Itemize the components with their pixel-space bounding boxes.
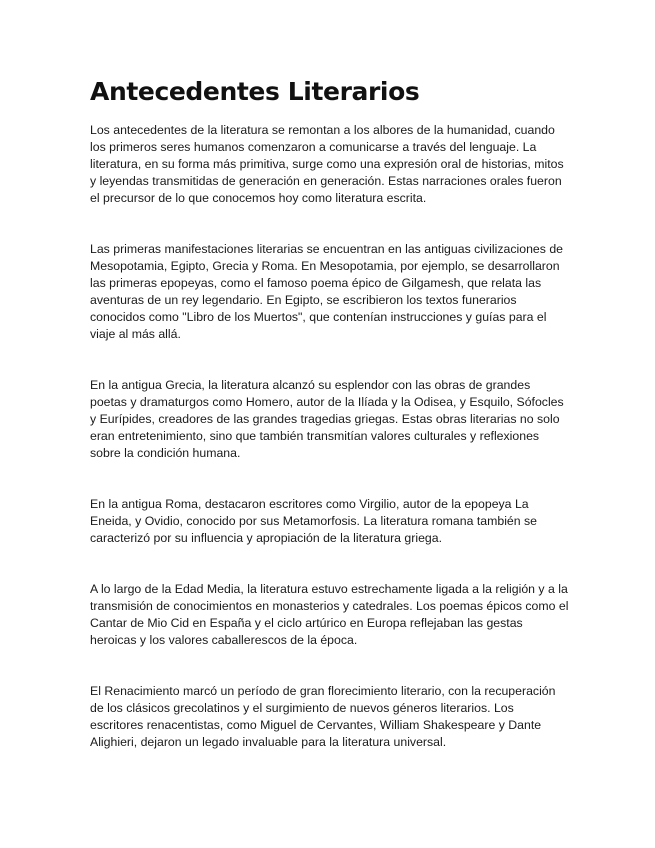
paragraph-origins: Los antecedentes de la literatura se remontan a los albores de la humanidad, cuando los primeros seres humanos comenzaron a comunicarse a través del lenguaje. La literatura, en su forma más primitiva, surge como una expresión oral de historias, mitos y leyendas transmitidas de generación en generación. Estas narraciones orales fueron el precursor de lo que conocemos hoy como literatura escrita. — [90, 123, 564, 205]
document-page — [90, 74, 570, 785]
paragraph-ancient-greece: En la antigua Grecia, la literatura alcanzó su esplendor con las obras de grandes poetas y dramaturgos como Homero, autor de la Ilíada y la Odisea, y Esquilo, Sófocles y Eurípides, creadores de las grandes tragedias griegas. Estas obras literarias no solo eran entretenimiento, sino que también transmitían valores culturales y reflexiones sobre la condición humana. — [90, 378, 564, 460]
paragraph-renaissance: El Renacimiento marcó un período de gran florecimiento literario, con la recuperación de los clásicos grecolatinos y el surgimiento de nuevos géneros literarios. Los escritores renacentistas, como Miguel de Cervantes, William Shakespeare y Dante Alighieri, dejaron un legado invaluable para la literatura universal. — [90, 684, 556, 749]
paragraph-ancient-rome: En la antigua Roma, destacaron escritores como Virgilio, autor de la epopeya La Eneida, y Ovidio, conocido por sus Metamorfosis. La literatura romana también se caracterizó por su influencia y apropiación de la literatura griega. — [90, 497, 538, 545]
page-title: Antecedentes Literarios — [90, 77, 420, 106]
paragraph-ancient-civilizations: Las primeras manifestaciones literarias se encuentran en las antiguas civilizaciones de Mesopotamia, Egipto, Grecia y Roma. En Mesopotamia, por ejemplo, se desarrollaron las primeras epopeyas, como el famoso poema épico de Gilgamesh, que relata las aventuras de un rey legendario. En Egipto, se escribieron los textos funerarios conocidos como "Libro de los Muertos", que contenían instrucciones y guías para el viaje al más allá. — [90, 242, 563, 341]
paragraph-middle-ages: A lo largo de la Edad Media, la literatura estuvo estrechamente ligada a la religión y a la transmisión de conocimientos en monasterios y catedrales. Los poemas épicos como el Cantar de Mio Cid en España y el ciclo artúrico en Europa reflejaban las gestas heroicas y los valores caballerescos de la época. — [90, 582, 569, 647]
